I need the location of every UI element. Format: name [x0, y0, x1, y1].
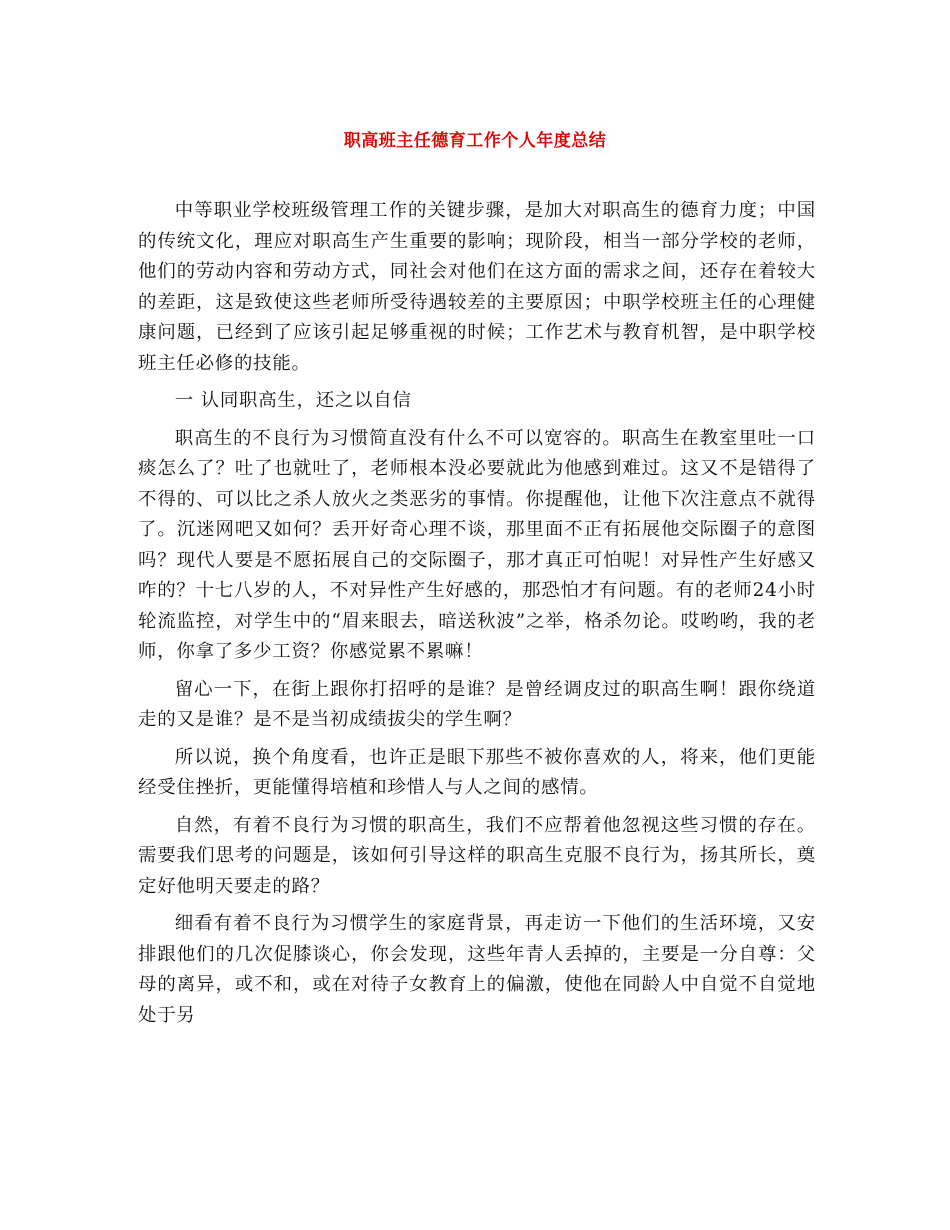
paragraph-guidance: 自然，有着不良行为习惯的职高生，我们不应帮着他忽视这些习惯的存在。需要我们思考的问题是，该如何引导这样的职高生克服不良行为，扬其所长，奠定好他明天要走的路？: [138, 814, 816, 897]
paragraph-intro: 中等职业学校班级管理工作的关键步骤，是加大对职高生的德育力度；中国的传统文化，理应对职高生产生重要的影响；现阶段，相当一部分学校的老师，他们的劳动内容和劳动方式，同社会对他们在这方面的需求之间，还存在着较大的差距，这是致使这些老师所受待遇较差的主要原因；中职学校班主任的心理健康问题，已经到了应该引起足够重视的时候；工作艺术与教育机智，是中职学校班主任必修的技能。: [138, 200, 816, 374]
paragraph-street: 留心一下，在街上跟你打招呼的是谁？是曾经调皮过的职高生啊！跟你绕道走的又是谁？是不是当初成绩拔尖的学生啊？: [138, 678, 816, 730]
paragraph-family: 细看有着不良行为习惯学生的家庭背景，再走访一下他们的生活环境，又安排跟他们的几次促膝谈心，你会发现，这些年青人丢掉的，主要是一分自尊：父母的离异，或不和，或在对待子女教育上的偏激，使他在同龄人中自觉不自觉地处于另: [138, 913, 816, 1026]
document-title: 职高班主任德育工作个人年度总结: [343, 131, 607, 151]
paragraph-perspective: 所以说，换个角度看，也许正是眼下那些不被你喜欢的人，将来，他们更能经受住挫折，更能懂得培植和珍惜人与人之间的感情。: [138, 746, 816, 798]
section-heading: 一 认同职高生，还之以自信: [174, 390, 412, 411]
paragraph-tolerance: 职高生的不良行为习惯简直没有什么不可以宽容的。职高生在教室里吐一口痰怎么了？吐了也就吐了，老师根本没必要就此为他感到难过。这又不是错得了不得的、可以比之杀人放火之类恶劣的事情。你提醒他，让他下次注意点不就得了。沉迷网吧又如何？丢开好奇心理不谈，那里面不正有拓展他交际圈子的意图吗？现代人要是不愿拓展自己的交际圈子，那才真正可怕呢！对异性产生好感又咋的？十七八岁的人，不对异性产生好感的，那恐怕才有问题。有的老师24小时轮流监控，对学生中的“眉来眼去，暗送秋波”之举，格杀勿论。哎哟哟，我的老师，你拿了多少工资？你感觉累不累嘛！: [138, 427, 816, 662]
document-body: [138, 196, 816, 1038]
